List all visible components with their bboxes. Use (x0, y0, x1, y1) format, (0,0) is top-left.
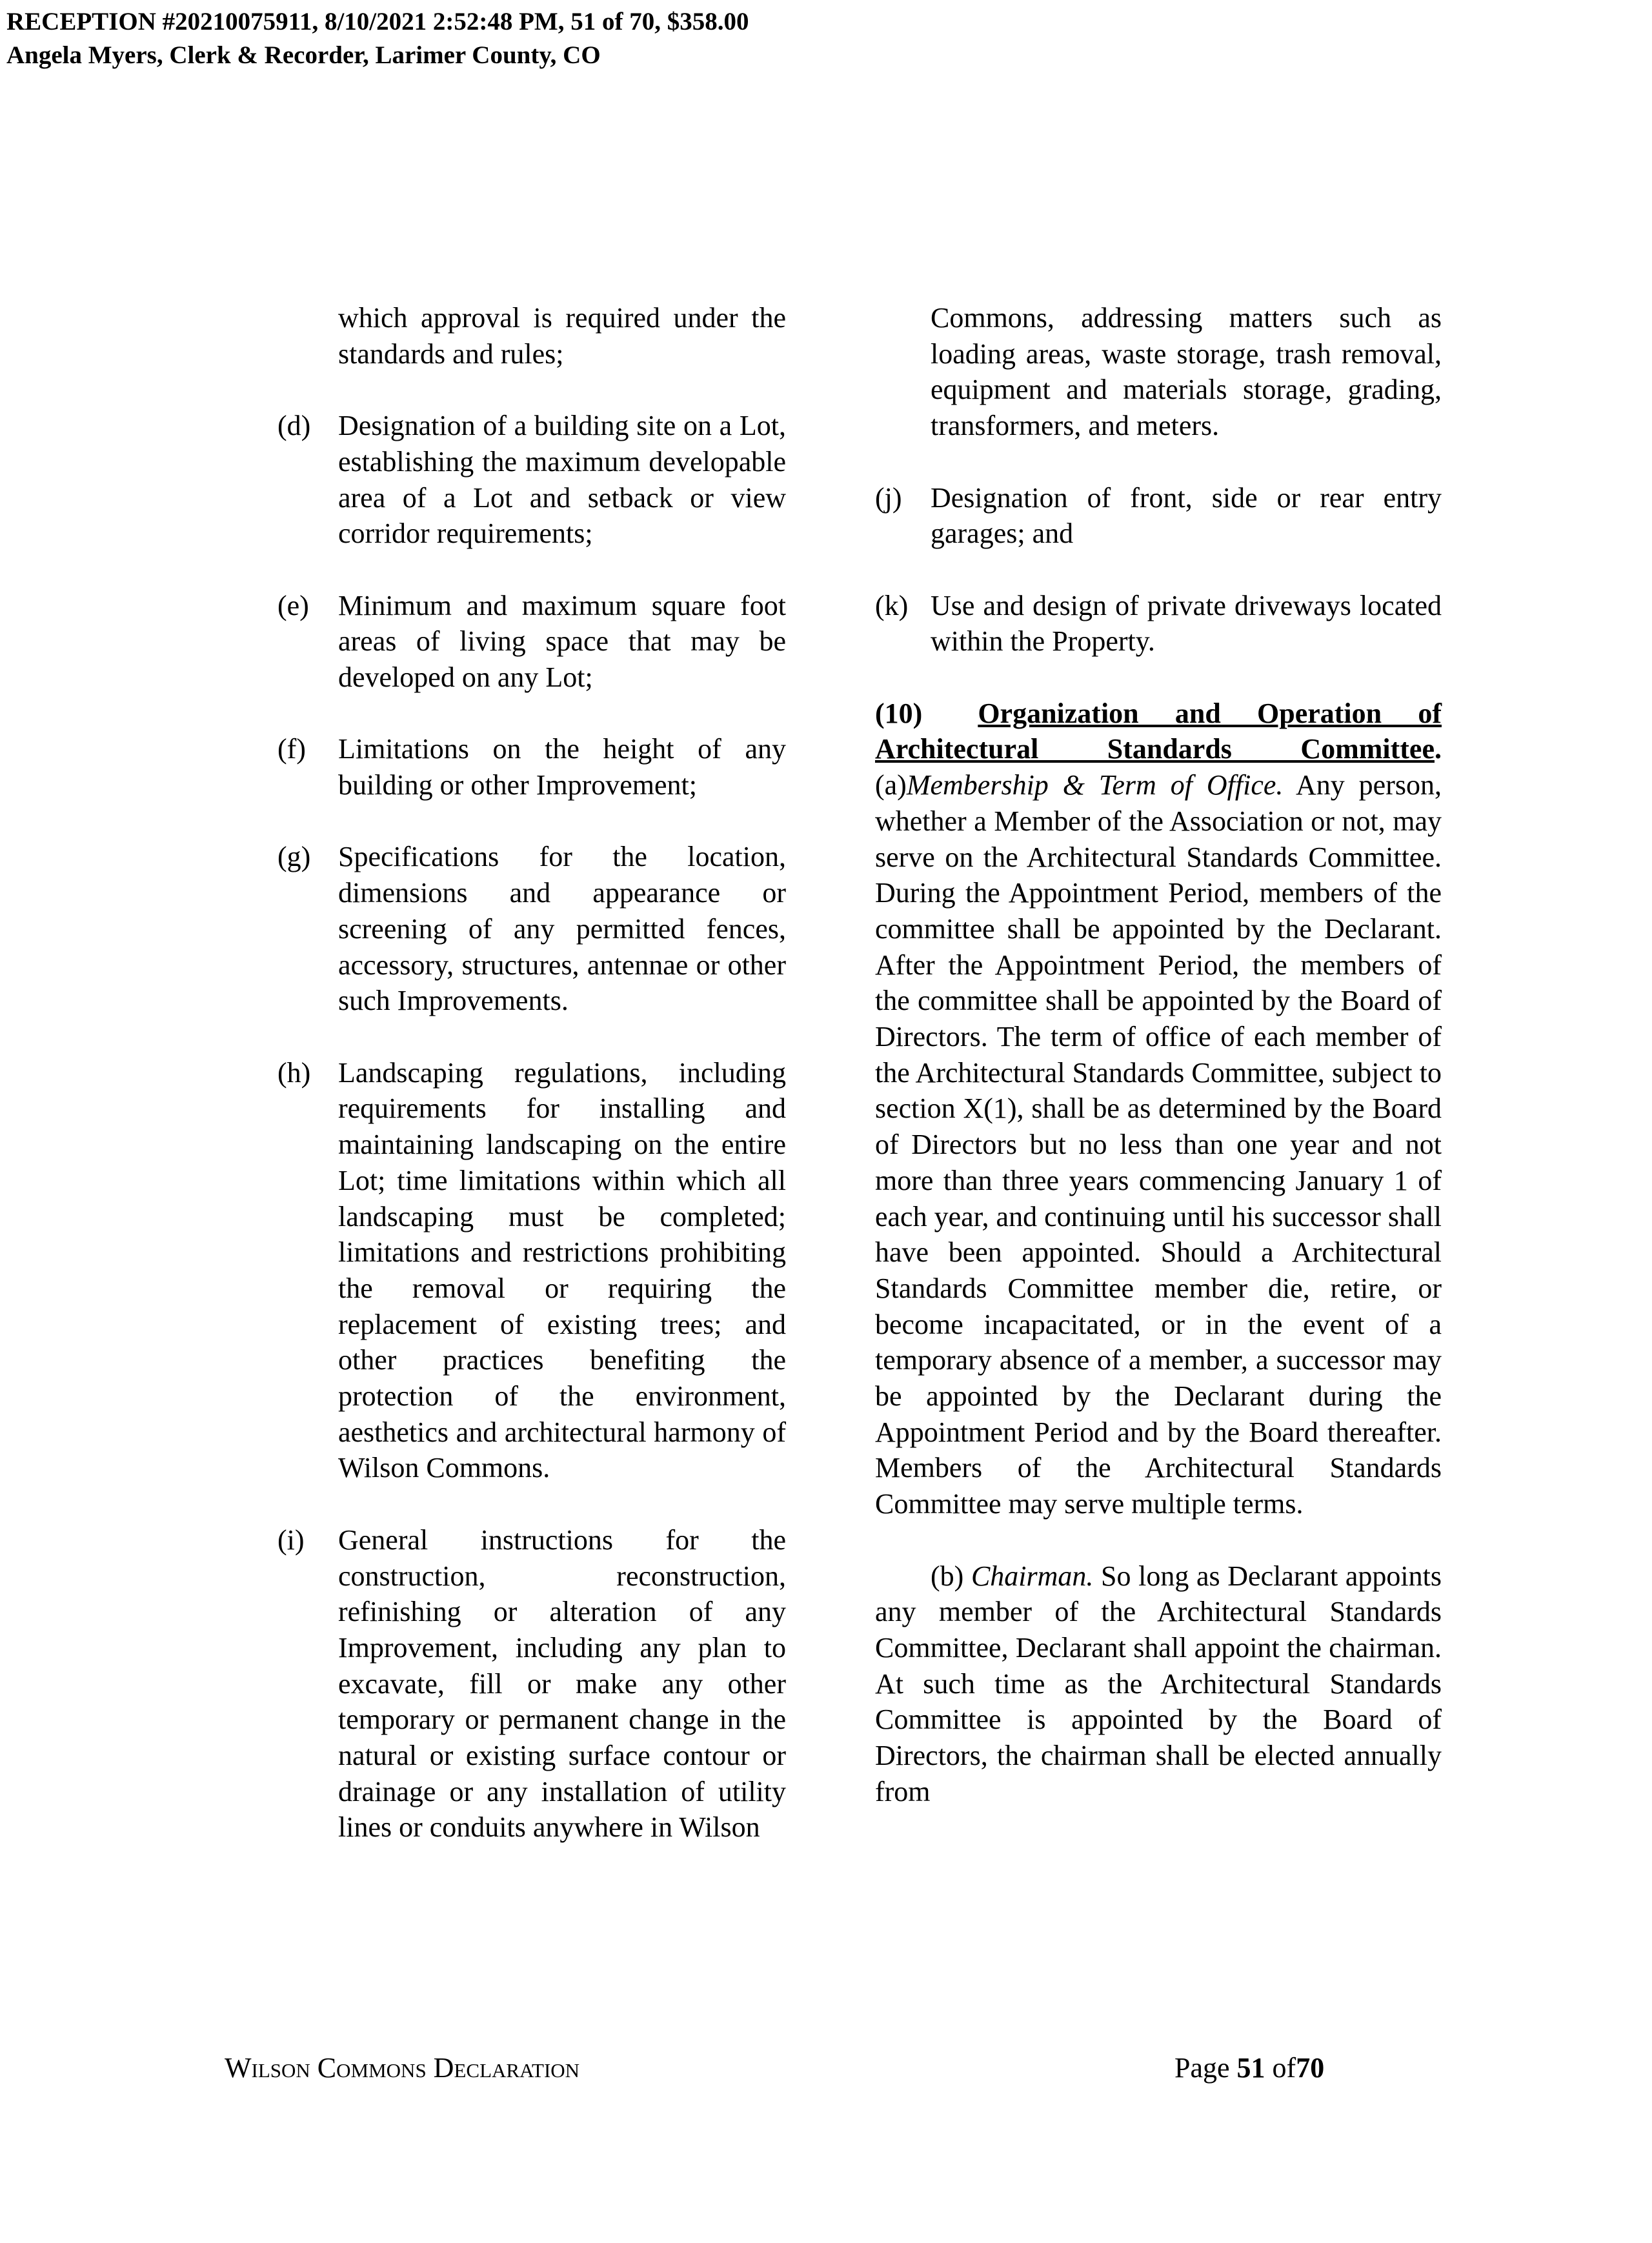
list-item-j (875, 480, 1442, 552)
list-item-f (277, 731, 786, 803)
section-number: (10) (875, 697, 923, 729)
left-column (277, 300, 786, 1882)
list-item-i (277, 1522, 786, 1846)
section-title: Organization and Operation of Architectural Standards Committee (875, 697, 1442, 765)
list-item-text: Designation of front, side or rear entry garages; and (931, 481, 1442, 550)
subsection-a-label: (a) (875, 769, 907, 801)
section-10 (875, 696, 1442, 1522)
list-item-label: (e) (277, 589, 309, 621)
list-item-text: Landscaping regulations, including requirements for installing and maintaining landscaping on the entire Lot; time limitations within which all landscaping must be completed; limitations and restrictions prohibiting the removal or requiring the replacement of existing trees; and other practices benefiting the protection of the environment, aesthetics and architectural harmony of Wilson Commons. (338, 1056, 786, 1484)
footer-page-number (1174, 2050, 1324, 2086)
list-item-text: Commons, addressing matters such as loading areas, waste storage, trash removal, equipment and materials storage, grading, transformers, and meters. (931, 302, 1442, 442)
list-item-d (277, 408, 786, 552)
list-item-label: (k) (875, 589, 909, 621)
section-title-period: . (1435, 733, 1442, 765)
page-of: of (1272, 2052, 1296, 2084)
subsection-b (875, 1558, 1442, 1810)
page-prefix: Page (1174, 2052, 1230, 2084)
reception-line: RECEPTION #20210075911, 8/10/2021 2:52:48 PM, 51 of 70, $358.00 (6, 8, 749, 35)
list-item-text: Specifications for the location, dimensions and appearance or screening of any permitted fences, accessory, structures, antennae or other such Improvements. (338, 841, 786, 1017)
page-total: 70 (1296, 2052, 1325, 2084)
list-item-h (277, 1055, 786, 1486)
list-item-label: (g) (277, 841, 311, 873)
list-item-text: Use and design of private driveways located within the Property. (931, 589, 1442, 658)
list-item-text: which approval is required under the standards and rules; (338, 302, 786, 370)
list-item-text: Limitations on the height of any building or other Improvement; (338, 733, 786, 801)
subsection-a-title: Membership & Term of Office. (906, 769, 1284, 801)
subsection-a-text: Any person, whether a Member of the Association or not, may serve on the Architectural Standards Committee. During the Appointment Period, members of the committee shall be appointed by the Declarant. After the Appointment Period, the members of the committee shall be appointed by the Board of Directors. The term of office of each member of the Architectural Standards Committee, subject to section X(1), shall be as determined by the Board of Directors but no less than one year and not more than three years commencing January 1 of each year, and continuing until his successor shall have been appointed. Should a Architectural Standards Committee member die, retire, or become incapacitated, or in the event of a temporary absence of a member, a successor may be appointed by the Declarant during the Appointment Period and by the Board thereafter. Members of the Architectural Standards Committee may serve multiple terms. (875, 769, 1442, 1520)
list-item-k (875, 588, 1442, 659)
list-item-label: (d) (277, 410, 311, 442)
list-item-label: (h) (277, 1056, 311, 1089)
subsection-b-text: So long as Declarant appoints any member of the Architectural Standards Committee, Declarant shall appoint the chairman. At such time as the Architectural Standards Committee is appointed by the Board of Directors, the chairman shall be elected annually from (875, 1560, 1442, 1807)
page-current: 51 (1236, 2052, 1265, 2084)
list-item-e (277, 588, 786, 696)
footer-title: Wilson Commons Declaration (225, 2052, 580, 2084)
list-item-label: (j) (875, 481, 902, 514)
recording-stamp (6, 5, 749, 72)
list-item-text: Designation of a building site on a Lot, establishing the maximum developable area of a Lot and setback or view corridor requirements; (338, 410, 786, 550)
list-item-label: (f) (277, 733, 306, 765)
list-item-label: (i) (277, 1524, 305, 1556)
list-item-continuation (277, 300, 786, 372)
subsection-b-label: (b) (931, 1560, 964, 1592)
list-item-text: Minimum and maximum square foot areas of living space that may be developed on any Lot; (338, 589, 786, 693)
list-item-g (277, 839, 786, 1019)
clerk-line: Angela Myers, Clerk & Recorder, Larimer County, CO (6, 41, 601, 69)
list-item-text: General instructions for the construction, reconstruction, refinishing or alteration of any Improvement, including any plan to excavate, fill or make any other temporary or permanent change in the natural or existing surface contour or drainage or any installation of utility lines or conduits anywhere in Wilson (338, 1524, 786, 1844)
list-item-continuation (875, 300, 1442, 444)
right-column (875, 300, 1442, 1846)
subsection-b-title: Chairman. (971, 1560, 1094, 1592)
